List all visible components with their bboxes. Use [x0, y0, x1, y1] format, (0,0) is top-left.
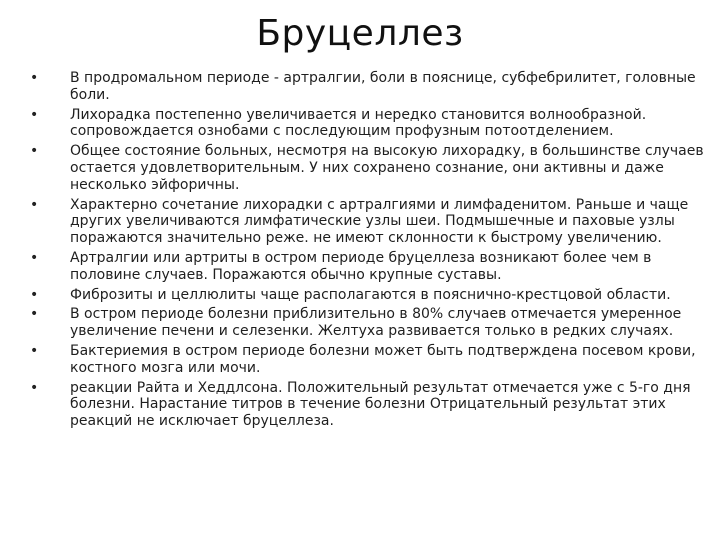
list-item-text: Лихорадка постепенно увеличивается и нередко становится волнообразной. сопровождается ознобами с последующим профузным потоотделением. [70, 106, 647, 140]
list-item-text: Фиброзиты и целлюлиты чаще располагаются в пояснично-крестцовой области. [70, 286, 671, 303]
list-item [28, 250, 704, 284]
bullet-icon: • [30, 286, 39, 303]
list-item [28, 143, 704, 193]
list-item-text: В продромальном периоде - артралгии, боли в пояснице, субфебрилитет, головные боли. [70, 70, 696, 103]
list-item-text: Бактериемия в остром периоде болезни может быть подтверждена посевом крови, костного мозга или мочи. [70, 342, 696, 376]
list-item [28, 380, 704, 430]
bullet-icon: • [30, 196, 39, 213]
bullet-icon: • [30, 70, 39, 86]
bullet-icon: • [30, 306, 39, 323]
bullet-icon: • [30, 143, 39, 160]
bullet-list [28, 70, 704, 433]
list-item-text: Характерно сочетание лихорадки с артралгиями и лимфаденитом. Раньше и чаще других увеличиваются лимфатические узлы шеи. Подмышечные и паховые узлы поражаются значительно реже. не имеют склонности к быстрому увеличению. [70, 196, 689, 247]
list-item-text: реакции Райта и Хеддлсона. Положительный результат отмечается уже с 5-го дня болезни. Нарастание титров в течение болезни Отрицательный результат этих реакций не исключает бруцеллеза. [70, 379, 691, 430]
list-item [28, 197, 704, 247]
bullet-icon: • [30, 379, 39, 396]
bullet-icon: • [30, 106, 39, 123]
bullet-icon: • [30, 249, 39, 266]
list-item [28, 70, 704, 104]
list-item [28, 287, 704, 304]
list-item [28, 306, 704, 340]
list-item [28, 107, 704, 141]
bullet-icon: • [30, 342, 39, 359]
list-item [28, 343, 704, 377]
slide-title: Бруцеллез [256, 13, 464, 54]
list-item-text: Артралгии или артриты в остром периоде бруцеллеза возникают более чем в половине случаев. Поражаются обычно крупные суставы. [70, 249, 652, 283]
list-item-text: Общее состояние больных, несмотря на высокую лихорадку, в большинстве случаев остается удовлетворительным. У них сохранено сознание, они активны и даже несколько эйфоричны. [70, 143, 704, 193]
list-item-text: В остром периоде болезни приблизительно в 80% случаев отмечается умеренное увеличение печени и селезенки. Желтуха развивается только в редких случаях. [70, 306, 682, 340]
